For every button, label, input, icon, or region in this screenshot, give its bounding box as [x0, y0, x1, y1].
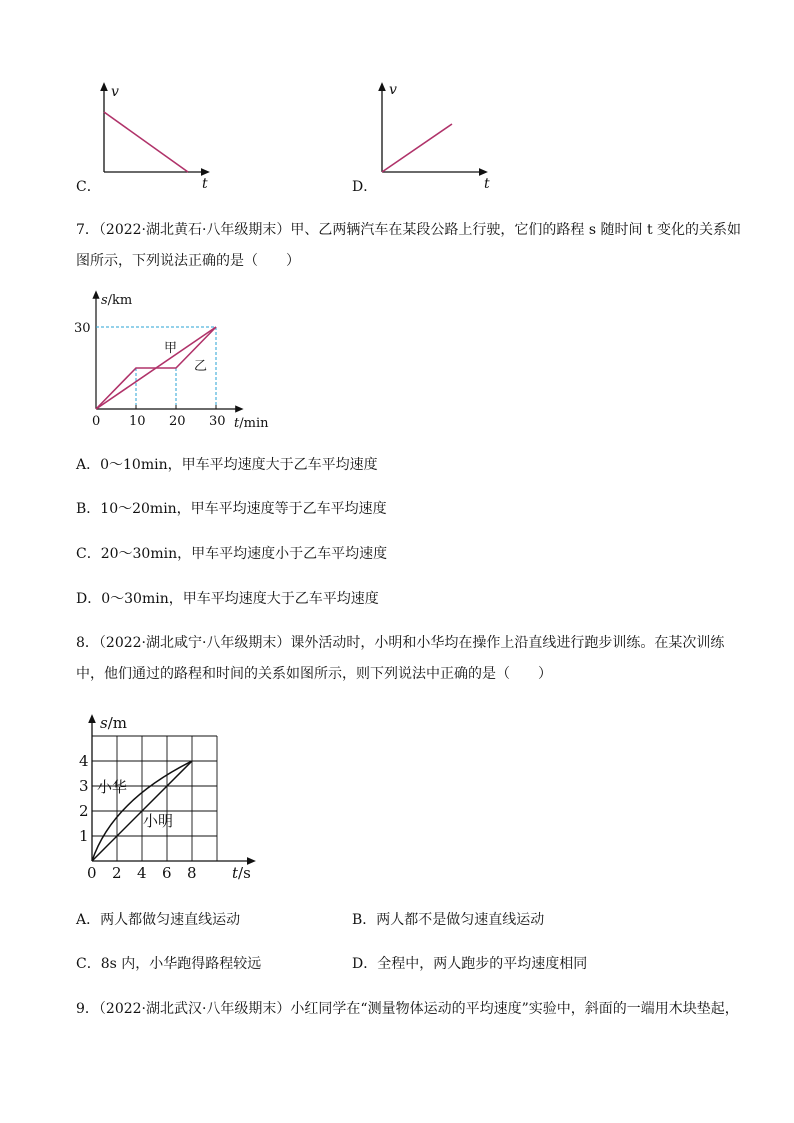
q8-option-c: C．8s 内，小华跑得路程较远 — [76, 956, 262, 972]
decreasing-velocity-line — [104, 112, 188, 172]
x-tick-8: 8 — [187, 864, 197, 882]
q7-option-a: A．0～10min，甲车平均速度大于乙车平均速度 — [76, 457, 378, 473]
y-tick-3: 3 — [79, 777, 89, 795]
t-axis-label: t/s — [232, 864, 251, 882]
q7-graph — [72, 286, 282, 436]
q7-option-c: C．20～30min，甲车平均速度小于乙车平均速度 — [76, 546, 388, 562]
y-tick-2: 2 — [79, 802, 89, 820]
series-yi-label: 乙 — [194, 359, 208, 374]
t-axis-label: t/min — [234, 416, 269, 431]
y-tick-30: 30 — [74, 321, 91, 336]
x-tick-2: 2 — [112, 864, 122, 882]
x-tick-30: 30 — [209, 414, 226, 429]
y-tick-4: 4 — [79, 752, 89, 770]
x-tick-10: 10 — [129, 414, 146, 429]
v-axis-label: v — [111, 84, 119, 100]
q8-option-d: D．全程中，两人跑步的平均速度相同 — [352, 956, 588, 972]
q9-stem-line1: 9．（2022·湖北武汉·八年级期末）小红同学在“测量物体运动的平均速度”实验中，斜面的一端用木块垫起， — [76, 1001, 739, 1017]
series-xiaoming-label: 小明 — [143, 812, 174, 830]
q7-stem-line2: 图所示，下列说法正确的是（ ） — [76, 253, 300, 269]
s-axis-label: s/m — [100, 714, 127, 732]
q8-option-a: A．两人都做匀速直线运动 — [76, 912, 241, 928]
increasing-velocity-line — [382, 124, 452, 172]
origin-label: 0 — [92, 414, 101, 429]
y-tick-1: 1 — [79, 827, 89, 845]
q6-option-c-label: C． — [76, 179, 101, 195]
x-tick-20: 20 — [169, 414, 186, 429]
t-axis-label: t — [484, 176, 490, 190]
s-axis-label: s/km — [101, 293, 133, 308]
q6-option-c-graph — [96, 80, 221, 190]
v-axis-label: v — [389, 82, 397, 98]
q7-option-b: B．10～20min，甲车平均速度等于乙车平均速度 — [76, 501, 387, 517]
q6-option-d-label: D． — [352, 179, 378, 195]
q8-stem-line2: 中，他们通过的路程和时间的关系如图所示，则下列说法中正确的是（ ） — [76, 666, 552, 682]
x-tick-4: 4 — [137, 864, 147, 882]
origin-label: 0 — [87, 864, 97, 882]
series-jia-label: 甲 — [164, 341, 178, 356]
q7-stem-line1: 7．（2022·湖北黄石·八年级期末）甲、乙两辆汽车在某段公路上行驶，它们的路程 s 随时间 t 变化的关系如 — [76, 222, 742, 238]
t-axis-label: t — [202, 176, 208, 190]
series-xiaohua-label: 小华 — [97, 778, 128, 796]
q8-stem-line1: 8．（2022·湖北咸宁·八年级期末）课外活动时，小明和小华均在操作上沿直线进行跑步训练。在某次训练 — [76, 635, 725, 651]
q8-graph — [70, 706, 270, 882]
q7-option-d: D．0～30min，甲车平均速度大于乙车平均速度 — [76, 591, 379, 607]
q6-option-d-graph — [374, 80, 499, 190]
x-tick-6: 6 — [162, 864, 172, 882]
q8-option-b: B．两人都不是做匀速直线运动 — [352, 912, 545, 928]
